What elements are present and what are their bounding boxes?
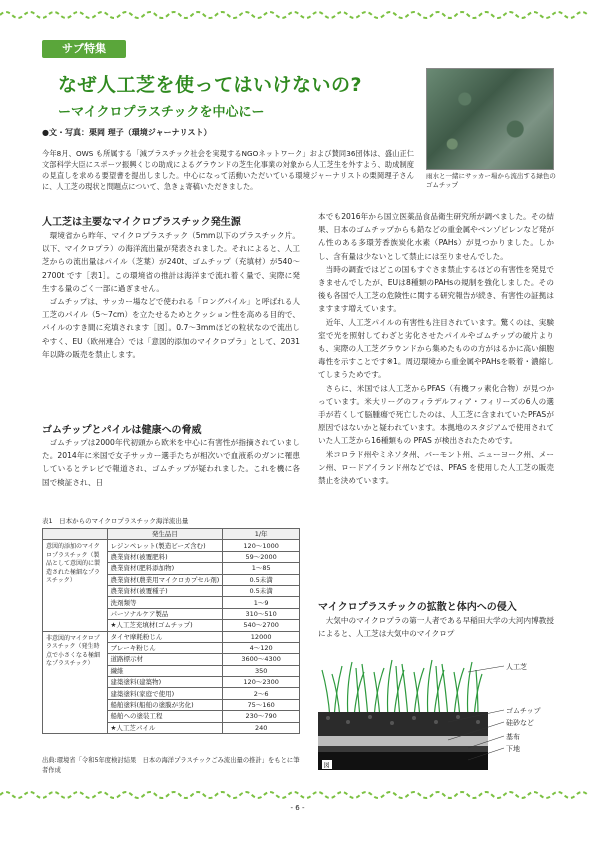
right-paragraph-3: 近年、人工芝パイルの有害性も注目されています。驚くのは、実験室で光を照射してわざと劣化させたパイルやゴムチップの破片よりも、実際の人工芝グラウンドから集めたものの方がはるかに高い細胞毒性を示すことです※1。周辺環境から重金属やPAHsを吸着・濃縮してしまうためです。: [318, 317, 554, 380]
article-title: なぜ人工芝を使ってはいけないの?: [58, 74, 363, 96]
table-cell-item: ★人工芝充填材(ゴムチップ): [107, 620, 223, 631]
right-column-bottom: [318, 614, 554, 640]
backing-layer: [318, 746, 488, 752]
top-leaf-border: [0, 8, 595, 22]
figure-tag: 図: [323, 762, 330, 770]
table-cell-value: 2～6: [223, 688, 300, 699]
table-cell-value: 1～9: [223, 597, 300, 608]
table-category-unintentional: 非意図的マイクロプラスチック（発生時点で小さくなる極細なプラスチック）: [43, 631, 108, 734]
table-cell-item: 農業資材(被覆肥料): [107, 551, 223, 562]
photo-caption: 雨水と一緒にサッカー場から流出する緑色のゴムチップ: [426, 172, 556, 189]
table-header-unit: 1/年: [223, 529, 300, 540]
left-heading-1: 人工芝は主要なマイクロプラスチック発生源: [42, 217, 241, 228]
label-sand: 硅砂など: [506, 719, 534, 727]
ground-layer: [318, 752, 488, 770]
microplastic-table: [42, 528, 300, 734]
table-cell-value: 59～2000: [223, 551, 300, 562]
section-badge: サブ特集: [42, 40, 126, 58]
table-source-note: 出典:環境省「令和5年度検討結果 日本の海洋プラスチックごみ流出量の推計」をもとに筆者作成: [42, 757, 300, 774]
right-heading-1: マイクロプラスチックの拡散と体内への侵入: [318, 602, 517, 613]
right-paragraph-6: 大気中のマイクロプラの第一人者である早稲田大学の大河内博教授によると、人工芝は大気中のマイクロプ: [318, 616, 554, 639]
table-cell-item: ブレーキ粉じん: [107, 642, 223, 653]
right-paragraph-4: さらに、米国では人工芝からPFAS（有機フッ素化合物）が見つかっています。米大リーグのフィラデルフィア・フィリーズの6人の選手が若くして脳腫瘍で死亡したのは、人工芝に含まれていたPFASが原因ではないかと疑われています。本拠地のスタジアムで使用されていた人工芝から16種類もの PFAS が検出されたためです。: [318, 383, 554, 446]
rubber-chip-layer: [318, 712, 488, 736]
table-cell-item: 農業資材(被覆種子): [107, 585, 223, 596]
table-row: [43, 631, 300, 642]
table-header-row: [43, 529, 300, 540]
table-cell-item: 農業資材(肥料添加物): [107, 563, 223, 574]
table-cell-item: 建築塗料(家庭で使用): [107, 688, 223, 699]
page-number: - 6 -: [290, 804, 305, 812]
table-category-intentional: 意図的添加のマイクロプラスチック（製品として意図的に製造された極細なプラスチック）: [43, 540, 108, 631]
table-cell-value: 0.5未満: [223, 585, 300, 596]
table-cell-item: タイヤ摩耗粉じん: [107, 631, 223, 642]
left-paragraph-2: ゴムチップは、サッカー場などで使われる「ロングパイル」と呼ばれる人工芝のパイル（5～7cm）を立たせるためとクッション性を高める目的で、パイルのすき間に充填されます［図］。0.7～3mmほどの粒状なので流出しやすく、EU（欧州連合）では「意図的添加のマイクロプラ」として、2031年以降の販売を禁止します。: [42, 297, 300, 359]
table-cell-item: ★人工芝パイル: [107, 722, 223, 733]
table-cell-item: 船舶塗料(船舶の塗膜が劣化): [107, 699, 223, 710]
label-turf: 人工芝: [506, 663, 527, 671]
table-cell-value: 540～2700: [223, 620, 300, 631]
table-cell-value: 3600～4300: [223, 654, 300, 665]
table-cell-item: 繊維: [107, 665, 223, 676]
table-cell-value: 120～2300: [223, 677, 300, 688]
turf-structure-diagram: [318, 652, 554, 770]
left-paragraph-1: 環境省から昨年、マイクロプラスチック（5mm以下のプラスチック片。以下、マイクロプラ）の海洋流出量が発表されました。それによると、人工芝からの流出量はパイル（芝葉）が240t、ゴムチップ（充填材）が540～2700t です［表1］。この環境省の推計は海洋まで流れ着く量で、実際に発生する量のごく一部に過ぎません。: [42, 231, 300, 293]
table-cell-item: 建築塗料(建築物): [107, 677, 223, 688]
table-cell-value: 240: [223, 722, 300, 733]
left-heading-2: ゴムチップとパイルは健康への脅威: [42, 425, 202, 436]
table-cell-value: 1～85: [223, 563, 300, 574]
table-row: [43, 540, 300, 551]
right-column-top: [318, 210, 554, 487]
label-backing: 基布: [506, 733, 520, 741]
table-cell-value: 75～160: [223, 699, 300, 710]
table-cell-value: 230～790: [223, 711, 300, 722]
table-cell-item: 洗剤類等: [107, 597, 223, 608]
table-cell-value: 350: [223, 665, 300, 676]
sand-layer: [318, 736, 488, 746]
table-cell-item: パーソナルケア製品: [107, 608, 223, 619]
table-cell-item: 農業資材(農業用マイクロカプセル剤): [107, 574, 223, 585]
left-column-mid: [42, 436, 300, 489]
left-column-top: [42, 229, 300, 361]
table-cell-value: 12000: [223, 631, 300, 642]
table-cell-item: 船舶への塗装工程: [107, 711, 223, 722]
table-cell-value: 310～510: [223, 608, 300, 619]
table-cell-value: 120～1000: [223, 540, 300, 551]
left-paragraph-3: ゴムチップは2000年代初頭から欧米を中心に有害性が指摘されていました。2014年に米国で女子サッカー選手たちが相次いで血液系のガンに罹患しているとテレビで報道され、ゴムチップが疑われました。これを機に各国で検証され、日: [42, 438, 300, 487]
label-rubber-chip: ゴムチップ: [506, 707, 541, 715]
right-paragraph-2: 当時の調査ではどこの国もすぐさま禁止するほどの有害性を発見できませんでしたが、EUは8種類のPAHsの規制を強化しました。その後も各国で人工芝の危険性に関する研究報告が続き、有害性の証拠はますます増えています。: [318, 264, 554, 314]
rubber-chip-photo: [426, 68, 554, 170]
table-cell-item: レジンペレット(製造ビーズ含む): [107, 540, 223, 551]
table-cell-value: 0.5未満: [223, 574, 300, 585]
intro-paragraph: 今年8月、OWS も所属する「減プラスチック社会を実現するNGOネットワーク」および賛同36団体は、盛山正仁文部科学大臣にスポーツ振興くじの助成によるグラウンドの芝生化事業の対象から人工芝生を外すよう、助成制度の見直しを求める要望書を提出しました。中心になって活動いただいている環境ジャーナリストの栗岡理子さんに、人工芝の現状と問題点について、急きょ寄稿いただきました。: [42, 149, 414, 191]
right-paragraph-1: 本でも2016年から国立医薬品食品衛生研究所が調べました。その結果、日本のゴムチップからも鉛などの重金属やベンゾピレンなど発がん性のある多環芳香族炭化水素（PAHs）が見つかりました。しかし、含有量は少ないとして禁止には至りませんでした。: [318, 212, 554, 261]
table-caption: 表1 日本からのマイクロプラスチック海洋流出量: [42, 517, 189, 525]
label-ground: 下地: [506, 745, 520, 753]
table-header-source: 発生品目: [107, 529, 223, 540]
table-cell-value: 4～120: [223, 642, 300, 653]
table-cell-item: 道路標示材: [107, 654, 223, 665]
right-paragraph-5: 米コロラド州やミネソタ州、バーモント州、ニューヨーク州、メーン州、ロードアイランド州などでは、PFAS を使用した人工芝の販売禁止を決めています。: [318, 449, 554, 486]
article-subtitle: ーマイクロプラスチックを中心にー: [58, 105, 265, 120]
author-line: ●文・写真：栗岡 理子（環境ジャーナリスト）: [42, 128, 212, 137]
bottom-leaf-border: [0, 788, 595, 802]
